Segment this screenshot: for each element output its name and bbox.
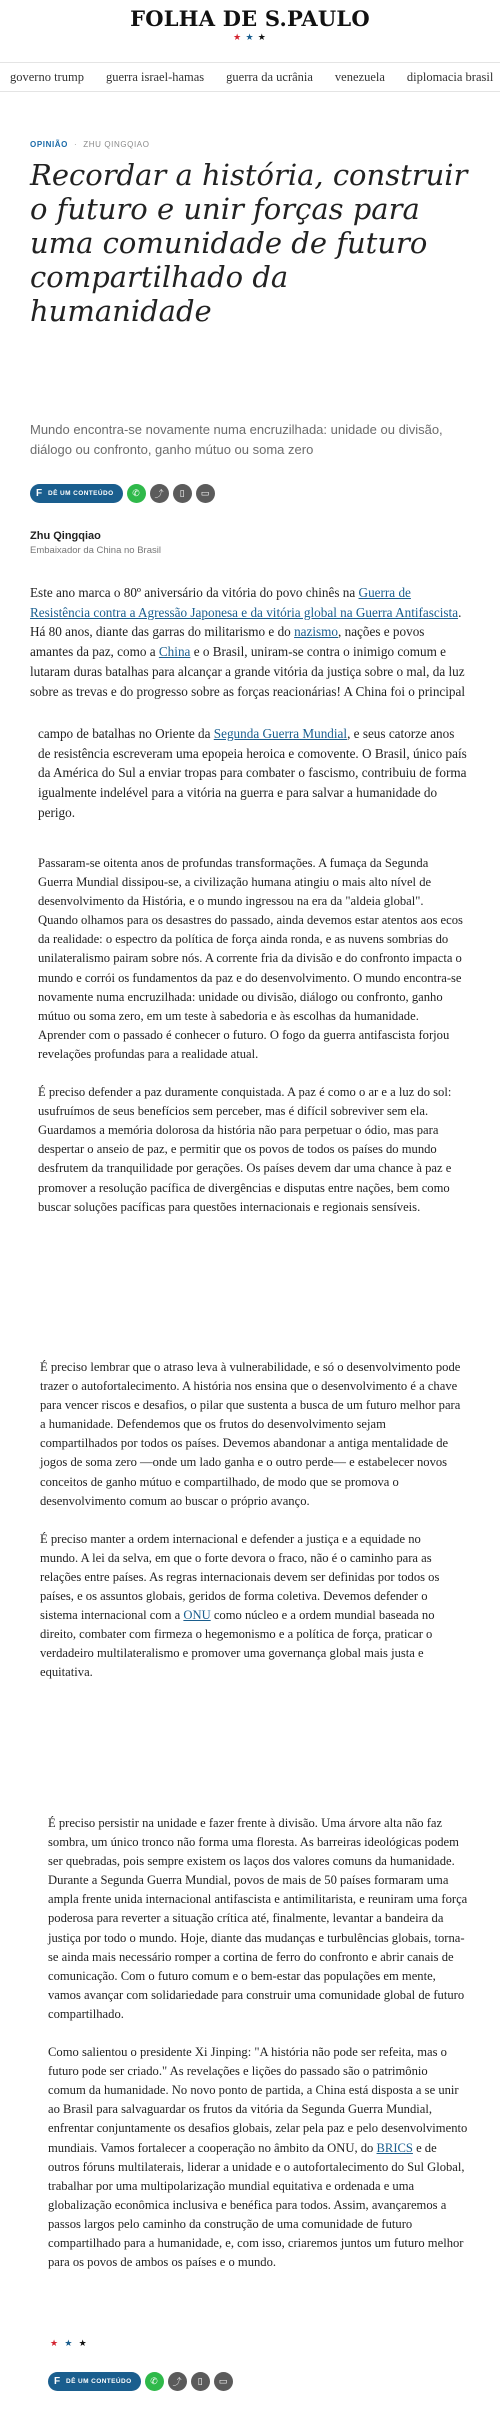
- star-icon-red: ★: [50, 2338, 61, 2348]
- nav-item-guerra-israel-hamas[interactable]: guerra israel-hamas: [105, 70, 205, 84]
- article-headline: Recordar a história, construir o futuro e unir forças para uma comunidade de futuro compartilhado da humanidade: [30, 158, 468, 328]
- share-bar-top: [30, 484, 215, 503]
- author-name[interactable]: Zhu Qingqiao: [30, 530, 101, 542]
- article-paragraph: campo de batalhas no Oriente da Segunda Guerra Mundial, e seus catorze anos de resistência escreveram uma epopeia heroica e comovente. O Brasil, único país da América do Sul a enviar tropas para combater o fascismo, contribuiu de forma igualmente indelével para a vitória na guerra e para salvar a humanidade do perigo.: [38, 726, 467, 820]
- topic-navbar: [0, 62, 500, 92]
- article-paragraph: Como salientou o presidente Xi Jinping: "A história não pode ser refeita, mas o futuro pode ser criado." As revelações e lições do passado são o patrimônio comum da humanidade. No novo ponto de partida, a China está disposta a se unir ao Brasil para salvaguardar os frutos da vitória da Segunda Guerra Mundial, enfrentar conjuntamente os desafios globais, zelar pela paz e pelo desenvolvimento mundiais. Vamos fortalecer a cooperação no âmbito da ONU, do BRICS e de outros fóruns multilaterais, liderar a unidade e o autofortalecimento do Sul Global, trabalhar por uma multipolarização mundial equitativa e ordenada e uma globalização econômica inclusiva e benéfica para todos. Assim, avançaremos a passos largos pelo caminho da construção de uma comunidade de futuro compartilhado para a humanidade, e, com isso, criaremos juntos um futuro melhor para os povos de ambos os países e o mundo.: [48, 2045, 468, 2270]
- whatsapp-icon[interactable]: ✆: [127, 484, 146, 503]
- bookmark-icon[interactable]: ▯: [191, 2372, 210, 2391]
- comment-icon[interactable]: ▭: [214, 2372, 233, 2391]
- inline-link[interactable]: nazismo: [294, 624, 339, 640]
- article-paragraph: É preciso defender a paz duramente conquistada. A paz é como o ar e a luz do sol: usufruímos de seus benefícios sem perceber, mas é difícil sobreviver sem ela. Guardamos a memória dolorosa da história não para perpetuar o ódio, mas para despertar o anseio de paz, e permitir que os povos de todos os países do mundo desfrutem da tranquilidade por gerações. Os países devem dar uma chance à paz e promover a resolução pacífica de divergências e disputas entre nações, bem como buscar soluções pacíficas para questões internacionais e regionais sensíveis.: [38, 1085, 452, 1214]
- comment-icon[interactable]: ▭: [196, 484, 215, 503]
- inline-link[interactable]: Segunda Guerra Mundial: [213, 726, 348, 741]
- article-kicker: [30, 140, 150, 149]
- inline-link[interactable]: Guerra de Resistência contra a Agressão Japonesa e da vitória global na Guerra Antifascista: [30, 585, 459, 620]
- article-paragraph: É preciso persistir na unidade e fazer frente à divisão. Uma árvore alta não faz sombra, um único tronco não forma uma floresta. As barreiras ideológicas podem ser quebradas, pois sempre existem os laços dos valores comuns da humanidade. Durante a Segunda Guerra Mundial, povos de mais de 50 países formaram uma ampla frente unida internacional antifascista e antimilitarista, e reuniram uma força poderosa para reverter a situação crítica até, finalmente, levantar a bandeira da justiça por todo o mundo. Hoje, diante das mudanças e turbulências globais, torna-se ainda mais necessário romper a cortina de ferro do confronto e abrir canais de comunicação. Com o futuro comum e o bem-estar das populações em mente, vamos avançar com solidariedade para construir uma comunidade global de futuro compartilhado.: [48, 1816, 468, 2021]
- section-label[interactable]: OPINIÃO: [30, 140, 68, 149]
- article-body-block-2: [38, 724, 470, 823]
- kicker-separator: ·: [73, 140, 78, 149]
- gift-icon: F: [54, 2376, 61, 2387]
- author-role: Embaixador da China no Brasil: [30, 545, 161, 556]
- gift-content-label: DÊ UM CONTEÚDO: [66, 2378, 132, 2385]
- article-subtitle: Mundo encontra-se novamente numa encruzilhada: unidade ou divisão, diálogo ou confronto, ganho mútuo ou soma zero: [30, 422, 443, 457]
- article-body-block-5: [48, 1814, 468, 2272]
- gift-content-label: DÊ UM CONTEÚDO: [48, 490, 114, 497]
- article-paragraph: É preciso manter a ordem internacional e defender a justiça e a equidade no mundo. A lei da selva, em que o forte devora o fraco, não é o caminho para as relações entre países. As regras internacionais devem ser definidas por todos os países, e os assuntos globais, geridos de forma coletiva. Devemos defender o sistema internacional com a ONU como núcleo e a ordem mundial baseada no direito, combater com firmeza o hegemonismo e a política de força, praticar o verdadeiro multilateralismo e promover uma governança global mais justa e equitativa.: [40, 1531, 440, 1680]
- share-icon[interactable]: ⤴: [168, 2372, 187, 2391]
- kicker-author[interactable]: ZHU QINGQIAO: [83, 140, 150, 149]
- bookmark-icon[interactable]: ▯: [173, 484, 192, 503]
- article-paragraph: É preciso lembrar que o atraso leva à vulnerabilidade, e só o desenvolvimento pode trazer o autofortalecimento. A história nos ensina que o desenvolvimento é a chave para vencer riscos e desafios, o pilar que sustenta a busca de um futuro melhor para a humanidade. Defendemos que os frutos do desenvolvimento sejam compartilhados por todos os países. Devemos abandonar a antiga mentalidade de jogos de soma zero —onde um lado ganha e o outro perde— e estabelecer novos conceitos de ganho mútuo e compartilhado, de modo que se promova o desenvolvimento comum ao buscar o próprio avanço.: [40, 1360, 461, 1508]
- share-icon[interactable]: ⤴: [150, 484, 169, 503]
- inline-link[interactable]: ONU: [183, 1608, 211, 1623]
- article-body-block-4: [40, 1358, 462, 1683]
- masthead-stars: [0, 33, 500, 42]
- nav-item-venezuela[interactable]: venezuela: [334, 70, 385, 84]
- folha-logo[interactable]: FOLHA DE S.PAULO: [130, 6, 370, 31]
- whatsapp-icon[interactable]: ✆: [145, 2372, 164, 2391]
- gift-content-button[interactable]: [30, 484, 123, 503]
- article-paragraph: Passaram-se oitenta anos de profundas transformações. A fumaça da Segunda Guerra Mundial dissipou-se, a civilização humana atingiu o mais alto nível de desenvolvimento da História, e o mundo ingressou na era da "aldeia global". Quando olhamos para os desastres do passado, ainda devemos estar atentos aos ecos da realidade: o espectro da política de força ainda ronda, e as nuvens sombrias do unilateralismo pairam sobre nós. A corrente fria da divisão e do confronto impacta o mundo e corrói os fundamentos da paz e do desenvolvimento. O mundo encontra-se novamente numa encruzilhada: unidade ou divisão, diálogo ou confronto, ganho mútuo ou soma zero, em um teste à sabedoria e às escolhas da humanidade. Aprender com o passado é conhecer o futuro. O fogo da guerra antifascista forjou revelações profundas para a realidade atual.: [38, 856, 463, 1061]
- share-bar-bottom: [48, 2372, 233, 2391]
- article-paragraph: Este ano marca o 80º aniversário da vitória do povo chinês na Guerra de Resistência contra a Agressão Japonesa e da vitória global na Guerra Antifascista. Há 80 anos, diante das garras do militarismo e do nazismo, nações e povos amantes da paz, como a China e o Brasil, uniram-se contra o inimigo comum e lutaram duras batalhas para alcançar a grande vitória da justiça sobre o mal, da luz sobre as trevas e do progresso sobre as forças reacionárias! A China foi o principal: [30, 585, 466, 699]
- inline-link[interactable]: BRICS: [376, 2140, 413, 2155]
- star-icon-blue: ★: [64, 2338, 75, 2348]
- article-body-block-3: [38, 854, 466, 1217]
- gift-content-button[interactable]: [48, 2372, 141, 2391]
- masthead: [0, 0, 500, 52]
- inline-link[interactable]: China: [158, 644, 191, 660]
- star-icon-black: ★: [257, 32, 267, 42]
- article-body-block-1: [30, 583, 470, 701]
- nav-item-diplomacia-brasil[interactable]: diplomacia brasil: [406, 70, 494, 84]
- nav-item-guerra-da-ucrania[interactable]: guerra da ucrânia: [226, 70, 313, 84]
- nav-item-governo-trump[interactable]: governo trump: [10, 70, 84, 84]
- footer-stars: [50, 2338, 89, 2349]
- star-icon-red: ★: [233, 32, 243, 42]
- star-icon-blue: ★: [245, 32, 255, 42]
- author-info: [30, 530, 161, 556]
- star-icon-black: ★: [78, 2338, 89, 2348]
- gift-icon: F: [36, 488, 43, 499]
